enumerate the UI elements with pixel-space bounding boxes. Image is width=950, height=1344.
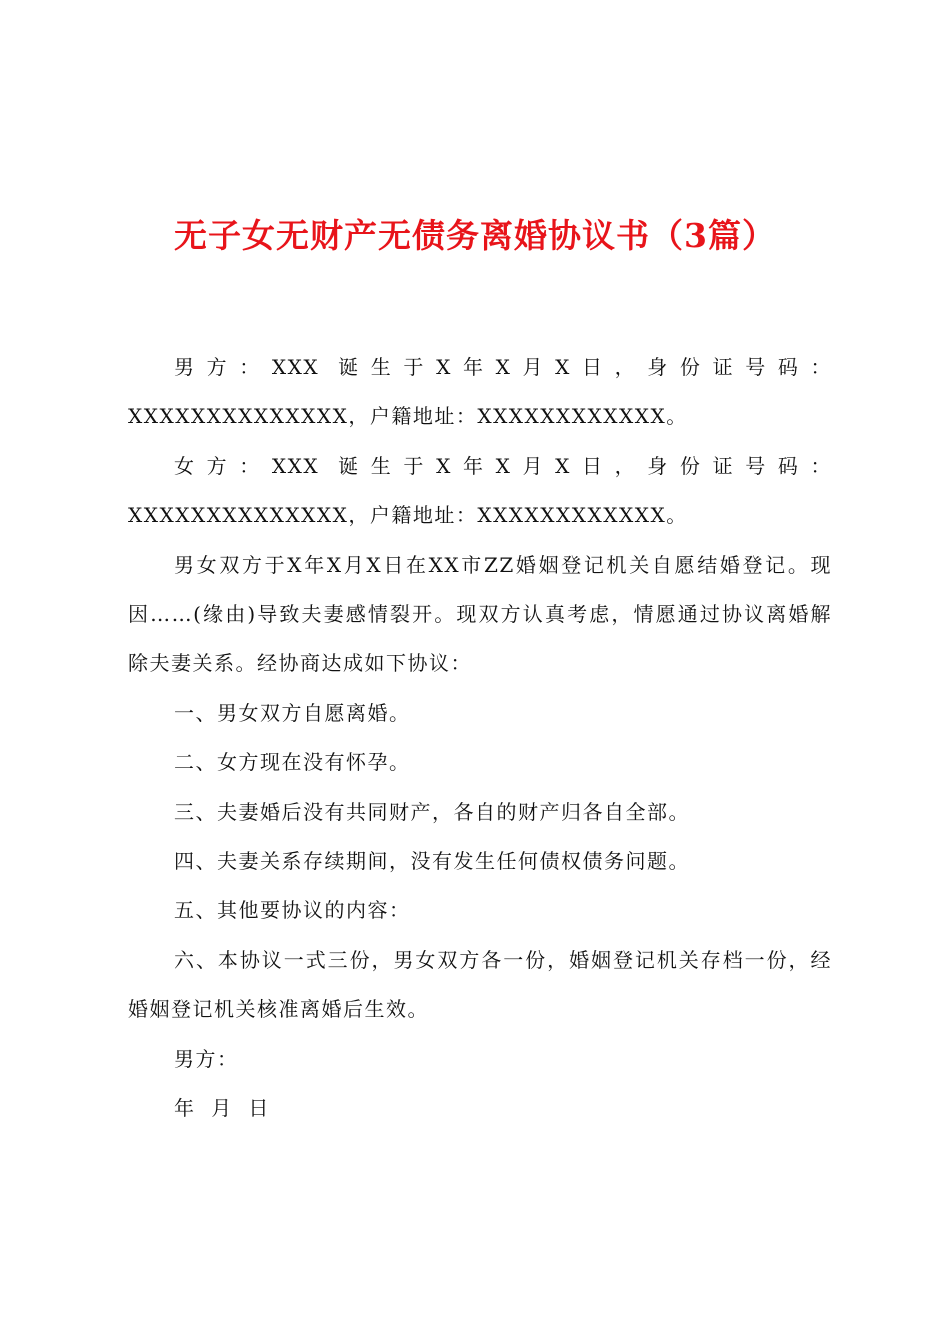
clause-6: 六、本协议一式三份，男女双方各一份，婚姻登记机关存档一份，经婚姻登记机关核准离婚后生效。 bbox=[128, 947, 832, 1022]
clause-1: 一、男女双方自愿离婚。 bbox=[174, 700, 411, 725]
clause-4: 四、夫妻关系存续期间，没有发生任何债权债务问题。 bbox=[174, 849, 690, 874]
signature-male: 男方： bbox=[174, 1046, 239, 1071]
signature-date: 年 月 日 bbox=[174, 1096, 270, 1121]
paragraph-male-party: 男方：XXX 诞生于X年X月X日，身份证号码：XXXXXXXXXXXXXX，户籍地址：XXXXXXXXXXXX。 bbox=[128, 355, 832, 429]
clause-5: 五、其他要协议的内容： bbox=[174, 898, 411, 923]
clause-3: 三、夫妻婚后没有共同财产，各自的财产归各自全部。 bbox=[174, 799, 690, 824]
document-body bbox=[128, 343, 832, 1134]
paragraph-female-party: 女方：XXX 诞生于X年X月X日，身份证号码：XXXXXXXXXXXXXX，户籍地址：XXXXXXXXXXXX。 bbox=[128, 453, 832, 528]
paragraph-background: 男女双方于X年X月X日在XX市ZZ婚姻登记机关自愿结婚登记。现因……(缘由)导致夫妻感情裂开。现双方认真考虑，情愿通过协议离婚解除夫妻关系。经协商达成如下协议： bbox=[128, 552, 832, 676]
document-title: 无子女无财产无债务离婚协议书（3篇） bbox=[174, 216, 776, 255]
clause-2: 二、女方现在没有怀孕。 bbox=[174, 750, 411, 775]
